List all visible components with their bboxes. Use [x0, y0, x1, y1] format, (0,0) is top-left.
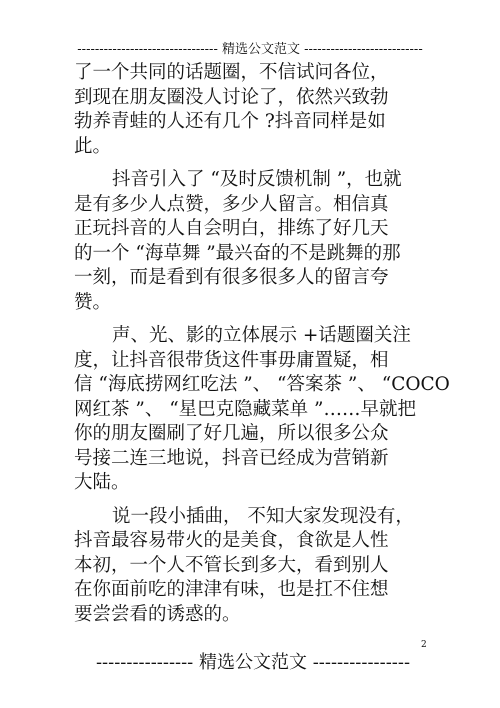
document-body: [74, 61, 450, 627]
text-line: 号接二连三地说，抖音已经成为营销新: [74, 447, 389, 469]
text-line: 在你面前吃的津津有味，也是扛不住想: [74, 579, 389, 600]
text-line: 了一个共同的话题圈，不信试问各位，: [74, 62, 389, 83]
paragraph-3: [74, 324, 450, 496]
text-line: 抖音最容易带火的是美食，食欲是人性: [74, 530, 389, 551]
text-line: 的一个 “海草舞 ”最兴奋的不是跳舞的那: [74, 242, 401, 264]
text-line: 本初，一个人不管长到多大，看到别人: [74, 554, 389, 576]
text-line: 度，让抖音很带货这件事毋庸置疑，相: [74, 349, 389, 371]
text-line: 抖音引入了 “及时反馈机制 ”，也就: [112, 169, 402, 190]
paragraph-4: [74, 505, 434, 628]
text-line: 正玩抖音的人自会明白，排练了好几天: [74, 218, 389, 239]
text-line: 此。: [74, 135, 112, 157]
text-line: 信 “海底捞网红吃法 ”、 “答案茶 ”、 “COCO: [74, 374, 450, 395]
text-line: 说一段小插曲， 不知大家发现没有，: [112, 505, 414, 527]
text-line: 要尝尝看的诱惑的。: [74, 603, 241, 625]
text-line: 勃养青蛙的人还有几个 ?抖音同样是如: [74, 111, 386, 132]
text-line: 声、光、影的立体展示 +话题圈关注: [112, 325, 411, 346]
paragraph-2: [74, 168, 434, 315]
text-line: 是有多少人点赞，多少人留言。相信真: [74, 193, 389, 215]
page-header: -------------------------------- 精选公文范文 ---------------------------: [77, 42, 423, 57]
text-line: 一刻，而是看到有很多很多人的留言夸: [74, 267, 389, 288]
text-line: 大陆。: [74, 472, 130, 493]
text-line: 到现在朋友圈没人讨论了，依然兴致勃: [74, 86, 389, 108]
page-footer: ---------------- 精选公文范文 ----------------: [95, 652, 411, 673]
page-number: 2: [421, 640, 427, 650]
paragraph-1: [74, 61, 434, 159]
text-line: 你的朋友圈刷了好几遍，所以很多公众: [74, 423, 389, 444]
text-line: 赞。: [74, 291, 112, 313]
text-line: 网红茶 ”、 “星巴克隐藏菜单 ”……早就把: [74, 398, 417, 420]
